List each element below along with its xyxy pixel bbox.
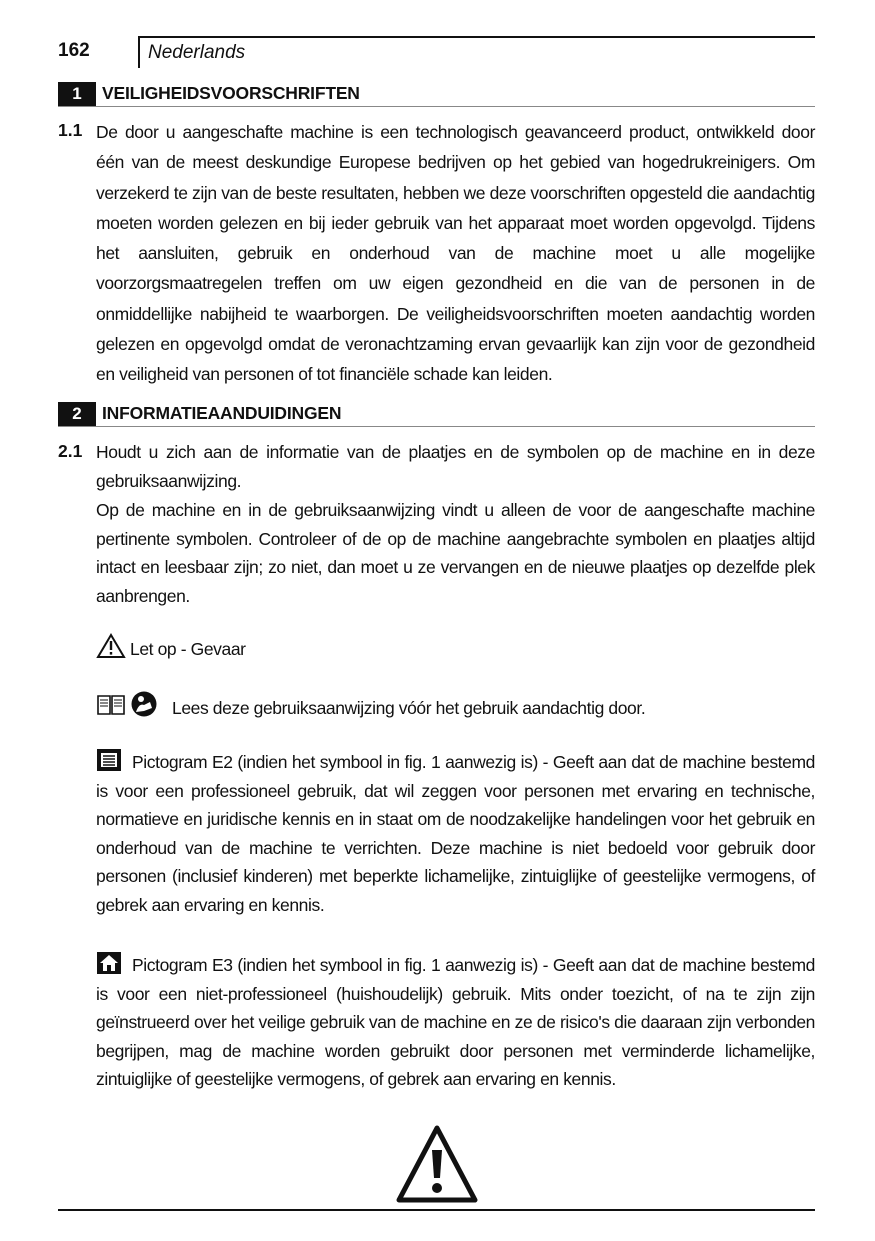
book-icon — [96, 692, 126, 718]
section-2-number: 2 — [58, 402, 96, 426]
section-1-heading — [58, 82, 815, 107]
pictogram-e3-block — [96, 951, 815, 1094]
footer-rule — [58, 1209, 815, 1211]
paragraph-2-1-number: 2.1 — [58, 441, 83, 461]
read-manual-icon — [130, 690, 158, 718]
pictogram-e3-text: Pictogram E3 (indien het symbool in fig. 1 aanwezig is) - Geeft aan dat de machine bestemd is voor een niet-professioneel (huishoudelijk) gebruik. Mits onder toezicht, of na te zijn zijn geïnstrueerd over het veilige gebruik van de machine en ze de risico's die daaraan zijn verbonden begrijpen, mag de machine worden gebruikt door personen met verminderde lichamelijke, zintuiglijke of geestelijke vermogens, of gebrek aan ervaring en kennis. — [96, 955, 815, 1090]
warning-triangle-icon — [96, 633, 126, 659]
section-1-title: VEILIGHEIDSVOORSCHRIFTEN — [102, 83, 360, 103]
header-language-box — [138, 36, 815, 68]
warning-text: Let op - Gevaar — [130, 639, 246, 659]
page-number: 162 — [58, 40, 90, 61]
paragraph-2-1-body: Op de machine en in de gebruiksaanwijzing vindt u alleen de voor de aangeschafte machine pertinente symbolen. Controleer of de op de machine aangebrachte symbolen en plaatjes altijd intact en leesbaar zijn; zo niet, dan moet u ze vervangen en de nieuwe plaatjes op dezelfde plek aanbrengen. — [96, 500, 815, 606]
read-manual-text: Lees deze gebruiksaanwijzing vóór het gebruik aandachtig door. — [172, 698, 646, 718]
professional-use-icon — [96, 748, 122, 772]
warning-row — [96, 633, 815, 664]
pictogram-e2-text: Pictogram E2 (indien het symbool in fig. 1 aanwezig is) - Geeft aan dat de machine bestemd is voor een professioneel gebruik, dat wil zeggen voor personen met ervaring en technische, normatieve en juridische kennis en in staat om de noodzakelijke handelingen voor het gebruik en onderhoud van de machine te verrichten. Deze machine is niet bedoeld voor gebruik door personen (inclusief kinderen) met beperkte lichamelijke, zintuiglijke of geestelijke vermogens, of gebrek aan ervaring en kennis. — [96, 752, 815, 915]
warning-triangle-icon — [395, 1122, 479, 1206]
paragraph-2-1-intro: Houdt u zich aan de informatie van de plaatjes en de symbolen op de machine en in deze gebruiksaanwijzing. — [96, 442, 815, 491]
paragraph-1-1-number: 1.1 — [58, 120, 83, 140]
read-manual-row — [96, 690, 815, 723]
pictogram-e2-block — [96, 748, 815, 920]
home-use-icon — [96, 951, 122, 975]
language-label: Nederlands — [148, 42, 246, 63]
section-2-title: INFORMATIEAANDUIDINGEN — [102, 403, 342, 423]
section-1-number: 1 — [58, 82, 96, 106]
paragraph-1-1: De door u aangeschafte machine is een technologisch geavanceerd product, ontwikkeld door één van de meest deskundige Europese bedrijven op het gebied van hogedrukreinigers. Om verzekerd te zijn van de beste resultaten, hebben we deze voorschriften opgesteld die aandachtig moeten worden gelezen en bij ieder gebruik van het apparaat moet worden opgevolgd. Tijdens het aansluiten, gebruik en onderhoud van de machine moet u alle mogelijke voorzorgsmaatregelen treffen om uw eigen gezondheid en die van de personen in de onmiddellijke nabijheid te waarborgen. De veiligheidsvoorschriften moeten aandachtig worden gelezen en opgevolgd omdat de veronachtzaming ervan gevaarlijk kan zijn voor de gezondheid en veiligheid van personen of tot financiële schade kan leiden. — [96, 122, 815, 385]
section-2-heading — [58, 402, 815, 427]
page-header — [58, 36, 815, 70]
